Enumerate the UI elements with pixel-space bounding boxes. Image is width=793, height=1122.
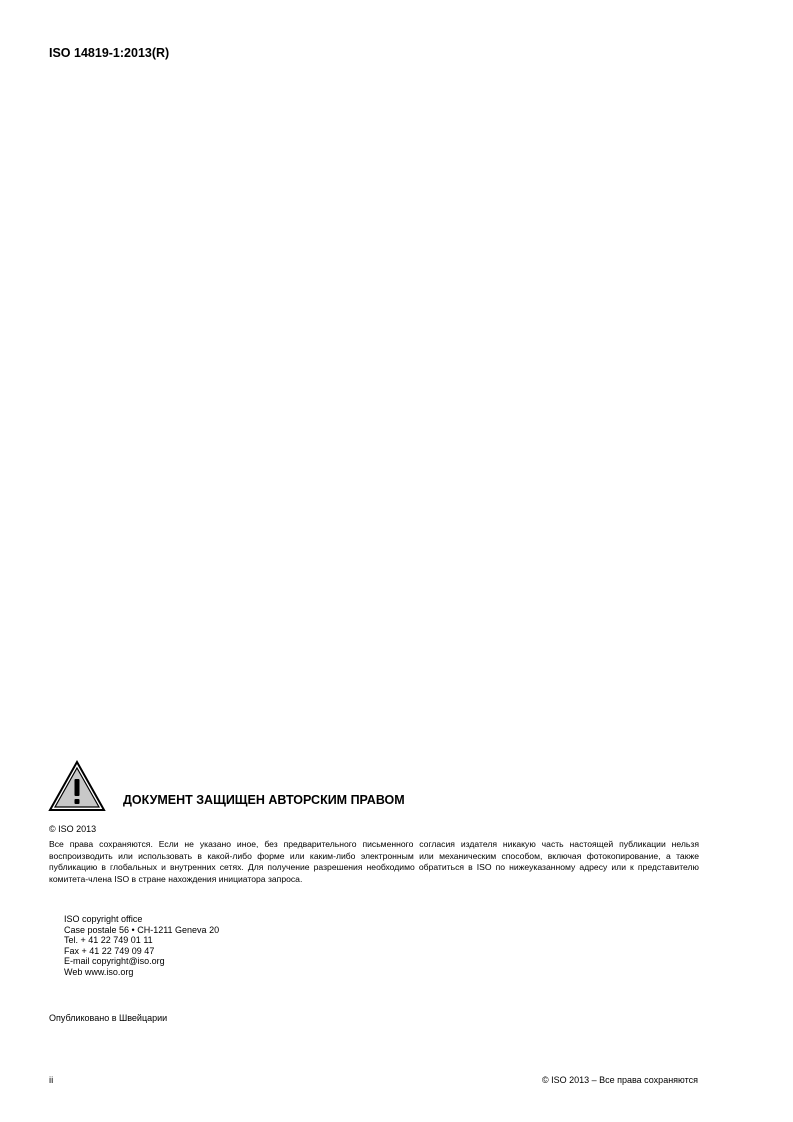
address-email: E-mail copyright@iso.org [64, 956, 165, 966]
copyright-warning [48, 760, 700, 812]
document-id: ISO 14819-1:2013(R) [49, 46, 170, 60]
address-block [64, 914, 219, 977]
footer-copyright: © ISO 2013 – Все права сохраняются [541, 1075, 698, 1085]
address-postal: Case postale 56 • CH-1211 Geneva 20 [64, 924, 220, 935]
copyright-year: © ISO 2013 [49, 824, 97, 834]
rights-text: Все права сохраняются. Если не указано иное, без предварительного письменного согласия издателя никакую часть настоящей публикации нельзя воспроизводить или использовать в какой-либо форме или каким-либо электронным или механическим способом, включая фотокопирование, а также публикацию в глобальных и внутренних сетях. Для получение разрешения необходимо обратиться в ISO по нижеуказанному адресу или к представителю комитета-члена ISO в стране нахождения инициатора запроса. [49, 839, 699, 885]
address-fax: Fax + 41 22 749 09 47 [64, 945, 155, 956]
published-note: Опубликовано в Швейцарии [49, 1013, 168, 1023]
address-tel: Tel. + 41 22 749 01 11 [64, 935, 153, 945]
warning-triangle-icon [48, 760, 106, 812]
page-number: ii [49, 1075, 54, 1086]
address-web: Web www.iso.org [64, 966, 134, 977]
warning-title: ДОКУМЕНТ ЗАЩИЩЕН АВТОРСКИМ ПРАВОМ [123, 793, 405, 807]
address-office: ISO copyright office [64, 914, 143, 924]
